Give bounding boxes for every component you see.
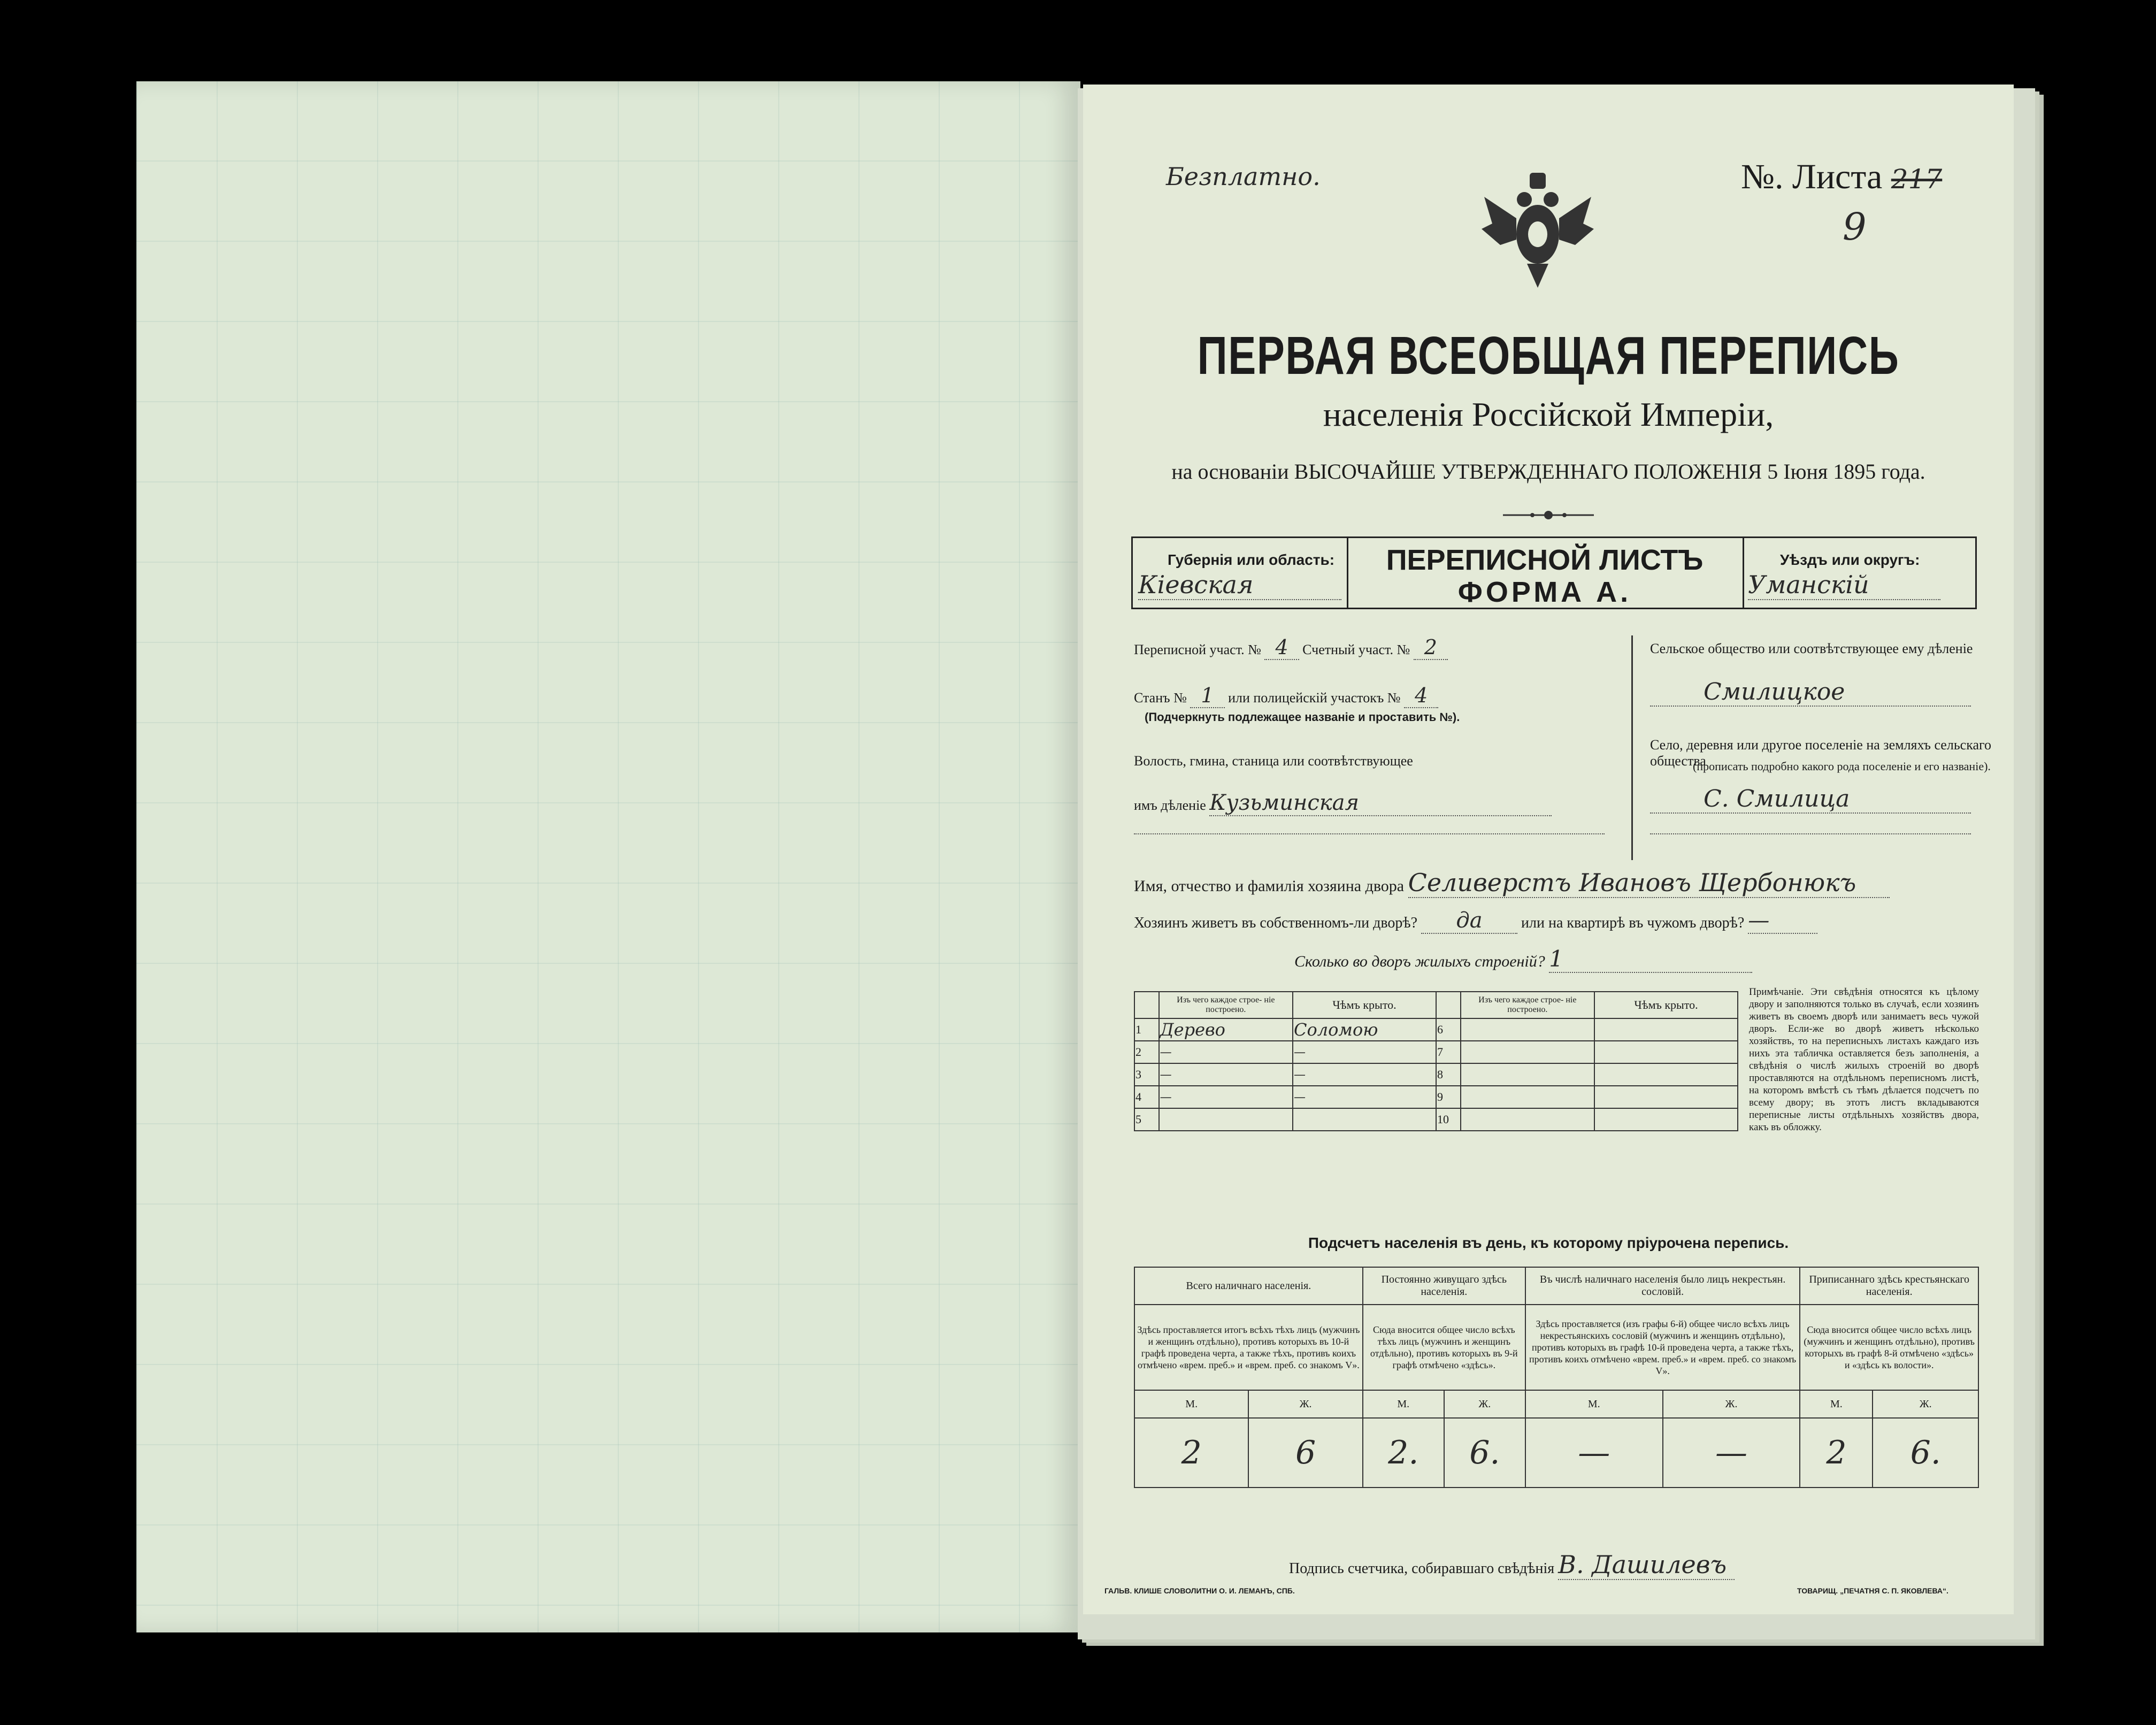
society-value: Смилицкое <box>1650 678 1971 707</box>
printer-left: ГАЛЬВ. КЛИШЕ СЛОВОЛИТНИ О. И. ЛЕМАНЪ, СПБ. <box>1104 1586 1295 1595</box>
count-desc-permanent: Сюда вносится общее число всѣхъ тѣхъ лицъ (мужчинъ и женщинъ отдѣльно), противъ которыхъ въ 9-й графѣ отмѣчено «здѣсь». <box>1363 1305 1525 1390</box>
buildings-row: Сколько во дворъ жилыхъ строеній? 1 <box>1294 946 1829 973</box>
district-value: Уманскій <box>1748 570 1940 600</box>
owner-name-value: Селиверстъ Ивановъ Щербонюкъ <box>1408 868 1890 898</box>
ornament <box>1500 507 1597 523</box>
census-area-value: 4 <box>1264 635 1299 660</box>
count-header-non-peasant: Въ числѣ наличнаго населенія было лицъ некрестьян. сословій. <box>1525 1267 1800 1305</box>
village-label: Село, деревня или другое поселеніе на земляхъ сельскаго общества <box>1650 737 1992 769</box>
province-label: Губернія или область: <box>1168 551 1335 568</box>
census-area-row: Переписной участ. № 4 Счетный участ. № 2 <box>1134 641 1631 656</box>
double-headed-eagle-emblem <box>1479 165 1597 293</box>
volost-label: Волость, гмина, станица или соотвѣтствующее <box>1134 753 1413 769</box>
census-title: ПЕРВАЯ ВСЕОБЩАЯ ПЕРЕПИСЬ <box>1197 326 1900 386</box>
buildings-row-2: 2 — — 7 <box>1134 1041 1738 1063</box>
province-value: Кіевская <box>1138 570 1341 600</box>
stan-row: Станъ № 1 или полицейскій участокъ № 4 <box>1134 684 1631 707</box>
village-value: С. Смилица <box>1650 785 1971 814</box>
building-material: Деревo <box>1159 1018 1293 1041</box>
left-page-blank <box>136 81 1080 1632</box>
buildings-row-4: 4 — — 9 <box>1134 1086 1738 1108</box>
count-desc-non-peasant: Здѣсь проставляется (изъ графы 6-й) общее число всѣхъ лицъ некрестьянскихъ сословій (мужчинъ и женщинъ отдѣльно), противъ которыхъ въ графѣ 10-й проведена черта, а также тѣхъ, противъ коихъ отмѣчено «врем. преб.» и «врем. преб. со знакомъ V». <box>1525 1305 1800 1390</box>
count-non-peasant-f: — <box>1663 1418 1800 1488</box>
village-note: (прописать подробно какого рода поселеніе и его названіе). <box>1693 760 1991 773</box>
volost-row: имъ дѣленіе Кузьминская <box>1134 791 1615 816</box>
count-registered-m: 2 <box>1800 1418 1873 1488</box>
signature-row: Подпись счетчика, собиравшаго свѣдѣнія В. Дашилевъ <box>1289 1550 1877 1580</box>
count-total-m: 2 <box>1134 1418 1248 1488</box>
count-title: Подсчетъ населенія въ день, къ которому пріурочена перепись. <box>1308 1235 1789 1251</box>
count-non-peasant-m: — <box>1525 1418 1663 1488</box>
sheet-number <box>1741 157 1942 197</box>
buildings-value: 1 <box>1549 946 1752 973</box>
owner-name-row: Имя, отчество и фамилія хозяина двора Селиверстъ Ивановъ Щербонюкъ <box>1134 868 1990 898</box>
form-subtitle: ФОРМА А. <box>1457 576 1632 608</box>
count-values-row <box>1134 1418 1978 1488</box>
census-basis: на основаніи ВЫСОЧАЙШЕ УТВЕРЖДЕННАГО ПОЛОЖЕНІЯ 5 Іюня 1895 года. <box>1171 459 1925 484</box>
owner-lives-row: Хозяинъ живетъ въ собственномъ-ли дворѣ? да или на квартирѣ въ чужомъ дворѣ? — <box>1134 908 2000 934</box>
population-count-table: Всего наличнаго населенія. Постоянно живущаго здѣсь населенія. Въ числѣ наличнаго населенія было лицъ некрестьян. сословій. Приписаннаго здѣсь крестьянскаго населенія. Здѣсь проставляется итогъ всѣхъ тѣхъ лицъ (мужчинъ и женщинъ отдѣльно), противъ которыхъ въ 10-й графѣ проведена черта, а также тѣхъ, противъ коихъ отмѣчено «врем. преб.» и «врем. преб. со знакомъ V». Сюда вносится общее число всѣхъ тѣхъ лицъ (мужчинъ и женщинъ отдѣльно), противъ которыхъ въ 9-й графѣ отмѣчено «здѣсь». Здѣсь проставляется (изъ графы 6-й) общее число всѣхъ лицъ некрестьянскихъ сословій (мужчинъ и женщинъ отдѣльно), противъ которыхъ въ графѣ 10-й проведена черта, а также тѣхъ, противъ коихъ отмѣчено «врем. преб.» и «врем. преб. со знакомъ V». Сюда вносится общее число всѣхъ лицъ (мужчинъ и женщинъ отдѣльно), противъ которыхъ въ графѣ 8-й отмѣчено «здѣсь» и «здѣсь къ волости». М. Ж. М. Ж. М. Ж. М. Ж. 2 6 2. 6. — — 2 6. <box>1134 1267 1979 1488</box>
sheet-number-struck: 217 <box>1891 164 1943 195</box>
society-label: Сельское общество или соотвѣтствующее ему дѣленіе <box>1650 641 1973 656</box>
owner-lives-value: да <box>1421 908 1517 934</box>
count-total-f: 6 <box>1248 1418 1362 1488</box>
count-header-permanent: Постоянно живущаго здѣсь населенія. <box>1363 1267 1525 1305</box>
buildings-row-5: 5 10 <box>1134 1108 1738 1131</box>
census-subtitle: населенія Россійской Имперіи, <box>1323 395 1774 433</box>
buildings-row-3: 3 — — 8 <box>1134 1063 1738 1086</box>
buildings-col-material: Изъ чего каждое строе- ніе построено. <box>1159 992 1293 1018</box>
count-area-value: 2 <box>1414 635 1448 660</box>
buildings-note: Примѣчаніе. Эти свѣдѣнія относятся къ цѣлому двору и заполняются только въ случаѣ, если хозяинъ живетъ въ своемъ дворѣ или занимаетъ весь чужой дворъ. Если-же во дворѣ живетъ нѣсколько хозяйствъ, то на переписныхъ листахъ каждаго изъ нихъ эта табличка оставляется безъ заполненія, а свѣдѣнія о числѣ жилыхъ строеній во дворѣ проставляются на отдѣльномъ переписномъ листѣ, на которомъ вмѣстѣ съ тѣмъ дѣлается подсчетъ по всему двору; въ этотъ листъ вкладываются переписные листы отдѣльныхъ хозяйствъ двора, какъ въ обложку. <box>1749 986 1979 1133</box>
count-header-registered: Приписаннаго здѣсь крестьянскаго населенія. <box>1800 1267 1978 1305</box>
police-value: 4 <box>1404 684 1438 708</box>
form-title: ПЕРЕПИСНОЙ ЛИСТЪ <box>1386 544 1704 576</box>
free-label: Безплатно. <box>1166 162 1321 191</box>
census-form-page <box>1083 85 2014 1614</box>
sheet-number-label: №. Листа <box>1741 157 1883 196</box>
count-registered-f: 6. <box>1873 1418 1978 1488</box>
printer-right: ТОВАРИЩ. „ПЕЧАТНЯ С. П. ЯКОВЛЕВА“. <box>1797 1586 1948 1595</box>
building-roof: Соломою <box>1293 1018 1436 1041</box>
buildings-col-roof: Чѣмъ крыто. <box>1293 992 1436 1018</box>
form-header-box <box>1131 536 1977 609</box>
stan-note: (Подчеркнуть подлежащее названіе и проставить №). <box>1145 710 1460 724</box>
count-permanent-f: 6. <box>1444 1418 1525 1488</box>
volost-value: Кузьминская <box>1209 791 1552 816</box>
owner-flat-value: — <box>1748 908 1817 934</box>
count-header-total: Всего наличнаго населенія. <box>1134 1267 1363 1305</box>
signature-value: В. Дашилевъ <box>1558 1550 1735 1580</box>
sheet-number-new: 9 <box>1843 205 1867 249</box>
district-label: Уѣздъ или округъ: <box>1780 551 1920 568</box>
buildings-row-1: 1 Деревo Соломою 6 <box>1134 1018 1738 1041</box>
count-desc-registered: Сюда вносится общее число всѣхъ лицъ (мужчинъ и женщинъ отдѣльно), противъ которыхъ въ графѣ 8-й отмѣчено «здѣсь» и «здѣсь къ волости». <box>1800 1305 1978 1390</box>
count-desc-total: Здѣсь проставляется итогъ всѣхъ тѣхъ лицъ (мужчинъ и женщинъ отдѣльно), противъ которыхъ въ 10-й графѣ проведена черта, а также тѣхъ, противъ коихъ отмѣчено «врем. преб.» и «врем. преб. со знакомъ V». <box>1134 1305 1363 1390</box>
buildings-table: Изъ чего каждое строе- ніе построено. Чѣмъ крыто. Изъ чего каждое строе- ніе построено. Чѣмъ крыто. 1 Деревo Соломою 6 2 — — 7 3 — — 8 4 — — 9 5 10 <box>1134 991 1738 1131</box>
count-permanent-m: 2. <box>1363 1418 1444 1488</box>
stan-value: 1 <box>1190 684 1224 708</box>
